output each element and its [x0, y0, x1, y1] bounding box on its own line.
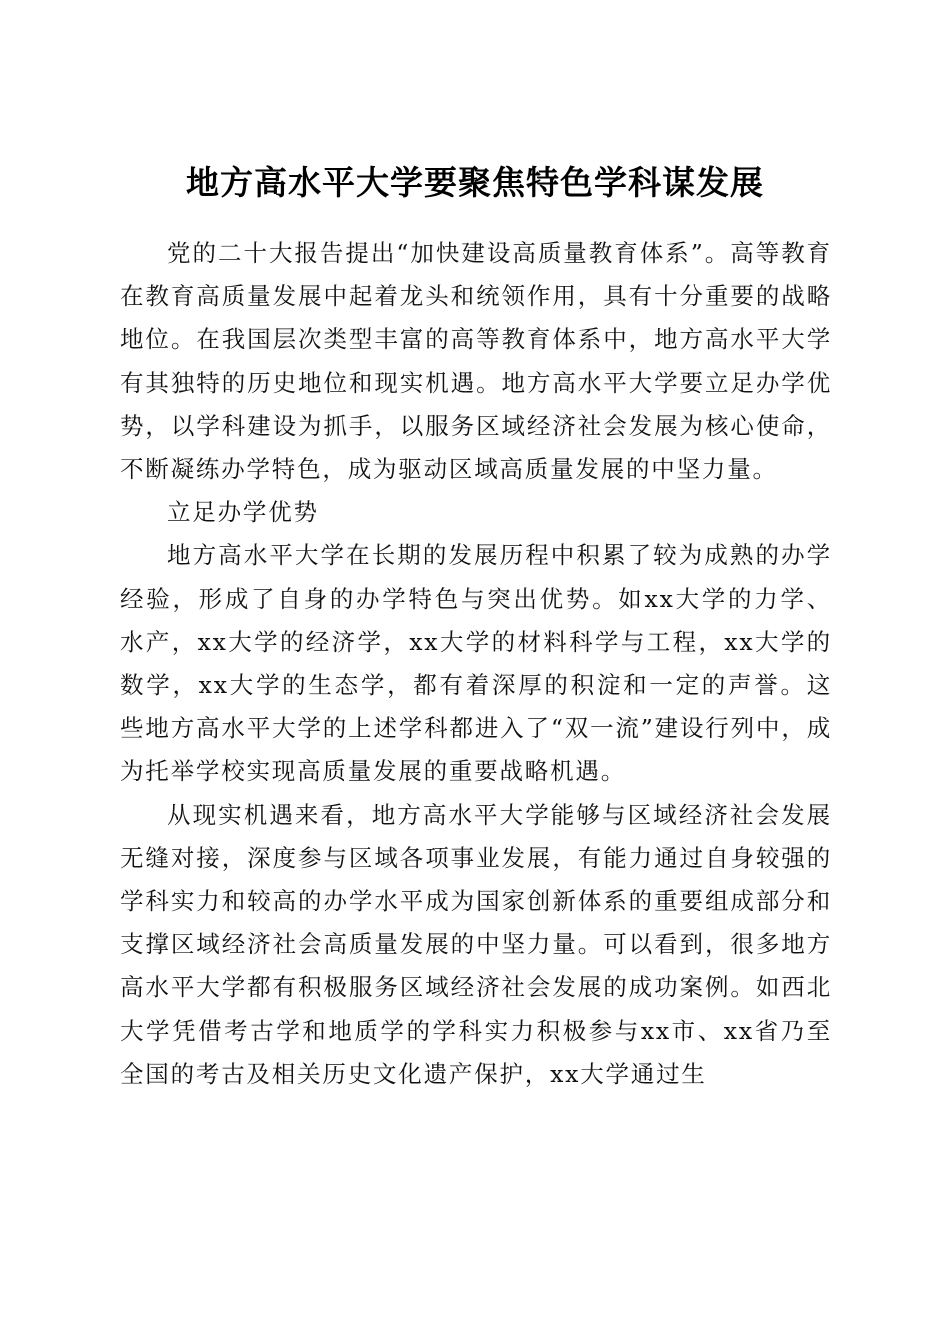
- body-paragraph: 从现实机遇来看，地方高水平大学能够与区域经济社会发展无缝对接，深度参与区域各项事业发展，有能力通过自身较强的学科实力和较高的办学水平成为国家创新体系的重要组成部分和支撑区域经济社会高质量发展的中坚力量。可以看到，很多地方高水平大学都有积极服务区域经济社会发展的成功案例。如西北大学凭借考古学和地质学的学科实力积极参与xx市、xx省乃至全国的考古及相关历史文化遗产保护，xx大学通过生: [120, 800, 832, 1088]
- document-body: [120, 232, 832, 1096]
- section-heading: 立足办学优势: [167, 498, 319, 527]
- document-title: 地方高水平大学要聚焦特色学科谋发展: [186, 163, 764, 203]
- intro-paragraph: 党的二十大报告提出“加快建设高质量教育体系”。高等教育在教育高质量发展中起着龙头和统领作用，具有十分重要的战略地位。在我国层次类型丰富的高等教育体系中，地方高水平大学有其独特的历史地位和现实机遇。地方高水平大学要立足办学优势，以学科建设为抓手，以服务区域经济社会发展为核心使命，不断凝练办学特色，成为驱动区域高质量发展的中坚力量。: [120, 239, 832, 484]
- body-paragraph: 地方高水平大学在长期的发展历程中积累了较为成熟的办学经验，形成了自身的办学特色与突出优势。如xx大学的力学、水产，xx大学的经济学，xx大学的材料科学与工程，xx大学的数学，xx大学的生态学，都有着深厚的积淀和一定的声誉。这些地方高水平大学的上述学科都进入了“双一流”建设行列中，成为托举学校实现高质量发展的重要战略机遇。: [120, 541, 832, 786]
